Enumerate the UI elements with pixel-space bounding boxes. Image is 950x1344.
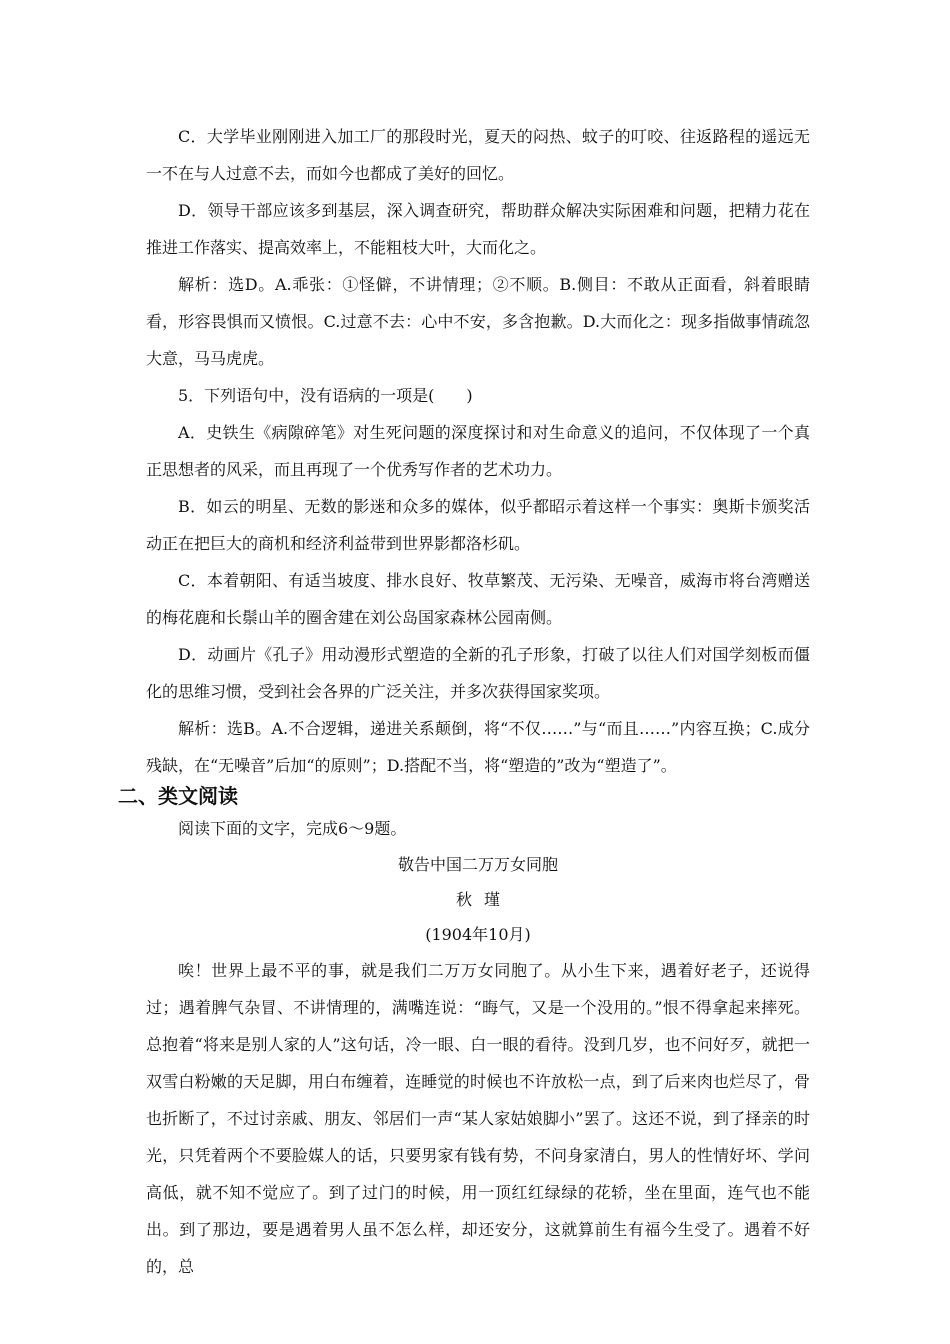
q4-option-d: D．领导干部应该多到基层，深入调查研究，帮助群众解决实际困难和问题，把精力花在推进工作落实、提高效率上，不能粗枝大叶，大而化之。 bbox=[146, 201, 810, 257]
article-author: 秋瑾 bbox=[455, 890, 512, 909]
q5-stem: 5．下列语句中，没有语病的一项是( ) bbox=[178, 386, 473, 405]
section-heading: 二、类文阅读 bbox=[118, 784, 238, 808]
q4-option-c: C．大学毕业刚刚进入加工厂的那段时光，夏天的闷热、蚊子的叮咬、往返路程的遥远无一不在与人过意不去，而如今也都成了美好的回忆。 bbox=[146, 127, 810, 183]
article-date: (1904年10月) bbox=[425, 925, 531, 944]
q5-option-d: D．动画片《孔子》用动漫形式塑造的全新的孔子形象，打破了以往人们对国学刻板而僵化的思维习惯，受到社会各界的广泛关注，并多次获得国家奖项。 bbox=[146, 645, 810, 701]
article-title: 敬告中国二万万女同胞 bbox=[397, 855, 558, 874]
reading-instruction: 阅读下面的文字，完成6～9题。 bbox=[178, 819, 407, 838]
q5-option-b: B．如云的明星、无数的影迷和众多的媒体，似乎都昭示着这样一个事实：奥斯卡颁奖活动正在把巨大的商机和经济利益带到世界影都洛杉矶。 bbox=[146, 497, 810, 553]
q4-analysis: 解析：选D。A.乖张：①怪僻，不讲情理；②不顺。B.侧目：不敢从正面看，斜着眼睛看，形容畏惧而又愤恨。C.过意不去：心中不安，多含抱歉。D.大而化之：现多指做事情疏忽大意，马马虎虎。 bbox=[146, 275, 810, 368]
q5-option-a: A．史铁生《病隙碎笔》对生死问题的深度探讨和对生命意义的追问，不仅体现了一个真正思想者的风采，而且再现了一个优秀写作者的艺术功力。 bbox=[146, 423, 810, 479]
document-page bbox=[118, 118, 810, 1285]
q5-analysis: 解析：选B。A.不合逻辑，递进关系颠倒，将“不仅……”与“而且……”内容互换；C.成分残缺，在“无噪音”后加“的原则”；D.搭配不当，将“塑造的”改为“塑造了”。 bbox=[146, 719, 810, 775]
article-body: 唉！世界上最不平的事，就是我们二万万女同胞了。从小生下来，遇着好老子，还说得过；遇着脾气杂冒、不讲情理的，满嘴连说：“晦气，又是一个没用的。”恨不得拿起来摔死。总抱着“将来是别人家的人”这句话，冷一眼、白一眼的看待。没到几岁，也不问好歹，就把一双雪白粉嫩的天足脚，用白布缠着，连睡觉的时候也不许放松一点，到了后来肉也烂尽了，骨也折断了，不过讨亲戚、朋友、邻居们一声“某人家姑娘脚小”罢了。这还不说，到了择亲的时光，只凭着两个不要脸媒人的话，只要男家有钱有势，不问身家清白，男人的性情好坏、学问高低，就不知不觉应了。到了过门的时候，用一顶红红绿绿的花轿，坐在里面，连气也不能出。到了那边，要是遇着男人虽不怎么样，却还安分，这就算前生有福今生受了。遇着不好的，总 bbox=[146, 961, 810, 1276]
q5-option-c: C．本着朝阳、有适当坡度、排水良好、牧草繁茂、无污染、无噪音，威海市将台湾赠送的梅花鹿和长鬃山羊的圈舍建在刘公岛国家森林公园南侧。 bbox=[146, 571, 810, 627]
